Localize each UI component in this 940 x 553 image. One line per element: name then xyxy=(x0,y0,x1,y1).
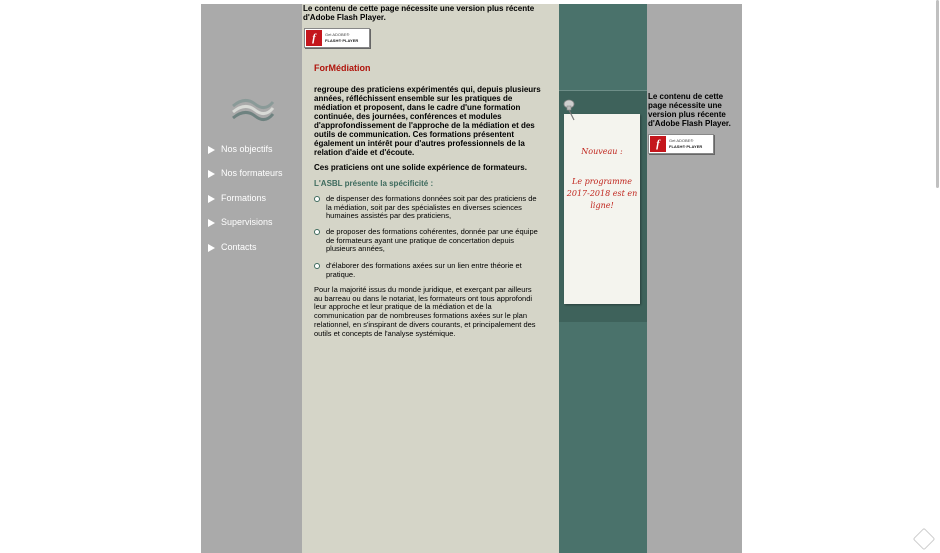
page-title: ForMédiation xyxy=(314,63,371,73)
list-item-text: de dispenser des formations données soit par des praticiens de la médiation, soit par des spécialistes en diverses sciences humaines assistés par des praticiens, xyxy=(326,194,537,221)
nav-item-label: Nos formateurs xyxy=(221,168,283,178)
navigate-icon[interactable] xyxy=(913,528,936,551)
nav-item-label: Contacts xyxy=(221,242,257,252)
news-column xyxy=(559,4,647,553)
arrow-right-icon xyxy=(208,170,215,178)
closing-paragraph: Pour la majorité issus du monde juridique, et exerçant par ailleurs au barreau ou dans le notariat, les formateurs ont tous approfondi leur approche et leur pratique de la médiation et de la communication par de nombreuses formations axées sur le plan relationnel, en s'inspirant de divers courants, et principalement des outils et concepts de l'analyse systémique. xyxy=(314,285,536,338)
flash-badge-get: Get ADOBE® xyxy=(325,32,350,37)
list-item-text: d'élaborer des formations axées sur un lien entre théorie et pratique. xyxy=(326,261,522,279)
left-sidebar xyxy=(201,4,302,553)
note-body: Le programme 2017-2018 est en ligne! xyxy=(566,177,638,210)
flash-logo-icon: f xyxy=(650,136,666,152)
pushpin-icon xyxy=(563,99,579,121)
flash-notice-text: Le contenu de cette page nécessite une version plus récente d'Adobe Flash Player. xyxy=(648,92,731,128)
experience-paragraph: Ces praticiens ont une solide expérience de formateurs. xyxy=(314,163,527,172)
right-sidebar xyxy=(647,4,742,553)
specificity-heading: L'ASBL présente la spécificité : xyxy=(314,179,434,188)
bullet-circle-icon xyxy=(314,229,320,235)
bullet-circle-icon xyxy=(314,263,320,269)
note-title: Nouveau : xyxy=(581,147,623,156)
arrow-right-icon xyxy=(208,146,215,154)
page-scrollbar[interactable] xyxy=(936,0,939,188)
news-note-card[interactable] xyxy=(564,114,640,304)
nav-item-label: Nos objectifs xyxy=(221,144,273,154)
nav-item-label: Formations xyxy=(221,193,267,203)
flash-notice-text: Le contenu de cette page nécessite une version plus récente d'Adobe Flash Player. xyxy=(303,4,535,22)
bullet-circle-icon xyxy=(314,196,320,202)
flash-logo-icon: f xyxy=(306,30,322,46)
flash-badge-player: FLASH® PLAYER xyxy=(669,144,703,149)
list-item-text: de proposer des formations cohérentes, donnée par une équipe de formateurs ayant une pratique de concertation depuis plusieurs années, xyxy=(326,227,538,254)
flash-badge-player: FLASH® PLAYER xyxy=(325,38,359,43)
arrow-right-icon xyxy=(208,195,215,203)
get-flash-player-button[interactable] xyxy=(304,28,370,48)
flash-badge-get: Get ADOBE® xyxy=(669,138,694,143)
main-content xyxy=(302,4,559,553)
get-flash-player-button[interactable] xyxy=(648,134,714,154)
site-logo[interactable] xyxy=(231,94,275,122)
arrow-right-icon xyxy=(208,219,215,227)
nav-item-label: Supervisions xyxy=(221,217,273,227)
intro-paragraph: regroupe des praticiens expérimentés qui, depuis plusieurs années, réfléchissent ensemble sur les pratiques de médiation et proposent, dans le cadre d'une formation continuée, des journées, conférences et modules d'approfondissement de l'approche de la médiation et des outils de communication. Ces formations présentent également un intérêt pour d'autres professionnels de la relation d'aide et d'écoute. xyxy=(314,85,541,157)
arrow-right-icon xyxy=(208,244,215,252)
